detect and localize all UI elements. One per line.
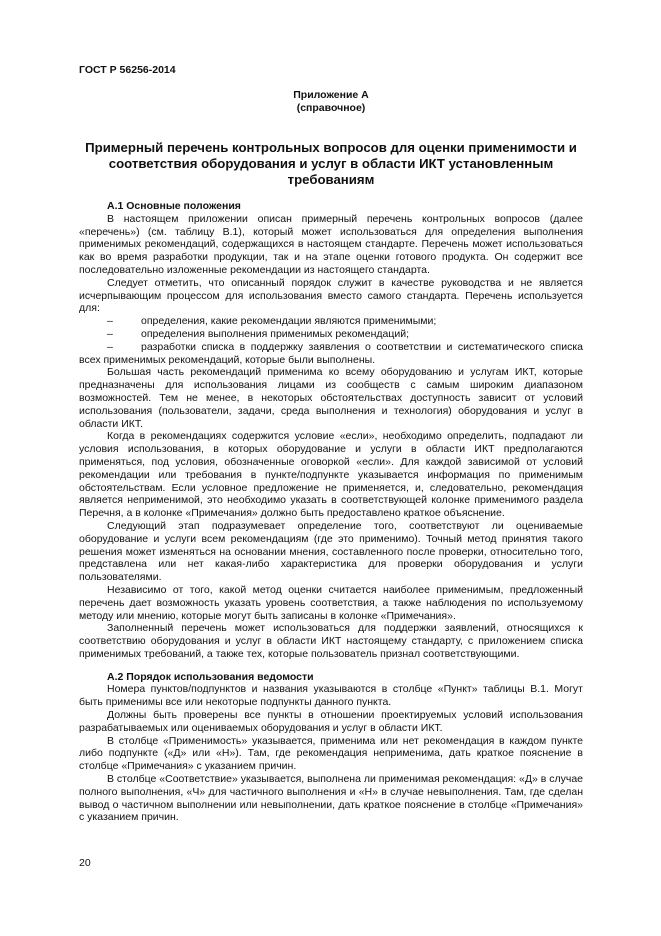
- paragraph: Номера пунктов/подпунктов и названия указываются в столбце «Пункт» таблицы В.1. Могут быть применимы все или некоторые подпункты данного пункта.: [79, 683, 583, 709]
- list-item-text: определения выполнения применимых рекомендаций;: [141, 327, 410, 340]
- paragraph: Должны быть проверены все пункты в отношении проектируемых условий использования разрабатываемых или оцениваемых оборудования и услуг в области ИКТ.: [79, 709, 583, 734]
- paragraph: Следует отметить, что описанный порядок служит в качестве руководства и не является исчерпывающим процессом для использования вместо самого стандарта. Перечень используется для:: [79, 276, 583, 315]
- dash-marker: –: [107, 327, 113, 340]
- usage-list: [79, 315, 583, 366]
- section-spacer: [79, 661, 583, 671]
- main-title-line: требованиям: [287, 172, 375, 187]
- standard-code: ГОСТ Р 56256-2014: [79, 64, 176, 76]
- main-title-line: соответствия оборудования и услуг в области ИКТ установленным: [108, 156, 554, 171]
- paragraph: В столбце «Соответствие» указывается, выполнена ли применимая рекомендация: «Д» в случае полного выполнения, «Ч» для частичного выполнения и «Н» в случае невыполнения. Там, где сделан вывод о частичном выполнении или невыполнении, дать краткое пояснение в столбце «Примечания» с указанием причин.: [79, 773, 583, 824]
- paragraph: Следующий этап подразумевает определение того, соответствуют ли оцениваемые оборудование и услуги всем рекомендациям (где это применимо). Точный метод принятия такого решения может изменяться на основании мнения, составленного после проверки, относительно того, представлена или нет какая-либо характеристика для проверки оборудования и услуги пользователями.: [79, 519, 583, 584]
- paragraph: В настоящем приложении описан примерный перечень контрольных вопросов (далее «перечень») (см. таблицу В.1), который может использоваться для определения выполнения применимых рекомендаций, содержащихся в настоящем стандарте. Перечень может использоваться как во время разработки продукции, так и на этапе оценки готового продукта. Он содержит все последовательно изложенные рекомендации из настоящего стандарта.: [79, 212, 583, 276]
- annex-subtitle: (справочное): [296, 102, 366, 114]
- list-item-text: разработки списка в поддержку заявления о соответствии и систематического списка всех применимых рекомендаций, которые были выполнены.: [79, 340, 583, 366]
- paragraph: Большая часть рекомендаций применима ко всему оборудованию и услугам ИКТ, которые предназначены для использования лицами из сообществ с самым широким диапазоном возможностей. Тем не менее, в некоторых обстоятельствах доступность зависит от условий использования (пользователи, задачи, среда выполнения и технология) оборудования и услуг в области ИКТ.: [79, 366, 583, 430]
- list-item: [79, 328, 583, 341]
- paragraph: Заполненный перечень может использоваться для поддержки заявлений, относящихся к соответствию оборудования и услуг в области ИКТ настоящему стандарту, с приложением списка применимых требований, а также тех, которые пользователь признал соответствующими.: [79, 622, 583, 660]
- paragraph: В столбце «Применимость» указывается, применима или нет рекомендация в каждом пункте либо подпункте («Д» или «Н»). Там, где рекомендация неприменима, дать краткое пояснение в столбце «Примечания» с указанием причин.: [79, 734, 583, 773]
- main-title: [79, 140, 583, 188]
- paragraph: Независимо от того, какой метод оценки считается наиболее применимым, предложенный перечень дает возможность указать уровень соответствия, а также наблюдения по используемому методу или мнению, которые могут быть записаны в колонке «Примечания».: [79, 583, 583, 622]
- dash-marker: –: [107, 340, 113, 353]
- list-item: [79, 341, 583, 367]
- main-title-line: Примерный перечень контрольных вопросов для оценки применимости и: [85, 140, 577, 155]
- page-number: 20: [79, 857, 91, 869]
- dash-marker: –: [107, 315, 113, 328]
- list-item-text: определения, какие рекомендации являются применимыми;: [141, 315, 437, 328]
- section-heading-a2: А.2 Порядок использования ведомости: [107, 670, 314, 683]
- document-body: [79, 200, 583, 824]
- annex-header: [79, 89, 583, 115]
- paragraph: Когда в рекомендациях содержится условие «если», необходимо определить, подпадают ли условия использования, в которых оборудование и услуги в области ИКТ предполагаются применяться, под условия, обозначенные оговоркой «если». Для каждой зависимой от условий рекомендации или требования в пункте/подпункте указывается информация по применимым обстоятельствам. Если условное предложение не применяется, и, следовательно, рекомендация является неприменимой, это необходимо указать в соответствующей колонке применимого раздела Перечня, а в колонке «Примечания» должно быть предоставлено краткое объяснение.: [79, 430, 583, 520]
- section-heading-a1: А.1 Основные положения: [107, 200, 241, 212]
- list-item: [79, 315, 583, 328]
- annex-title: Приложение А: [293, 89, 369, 101]
